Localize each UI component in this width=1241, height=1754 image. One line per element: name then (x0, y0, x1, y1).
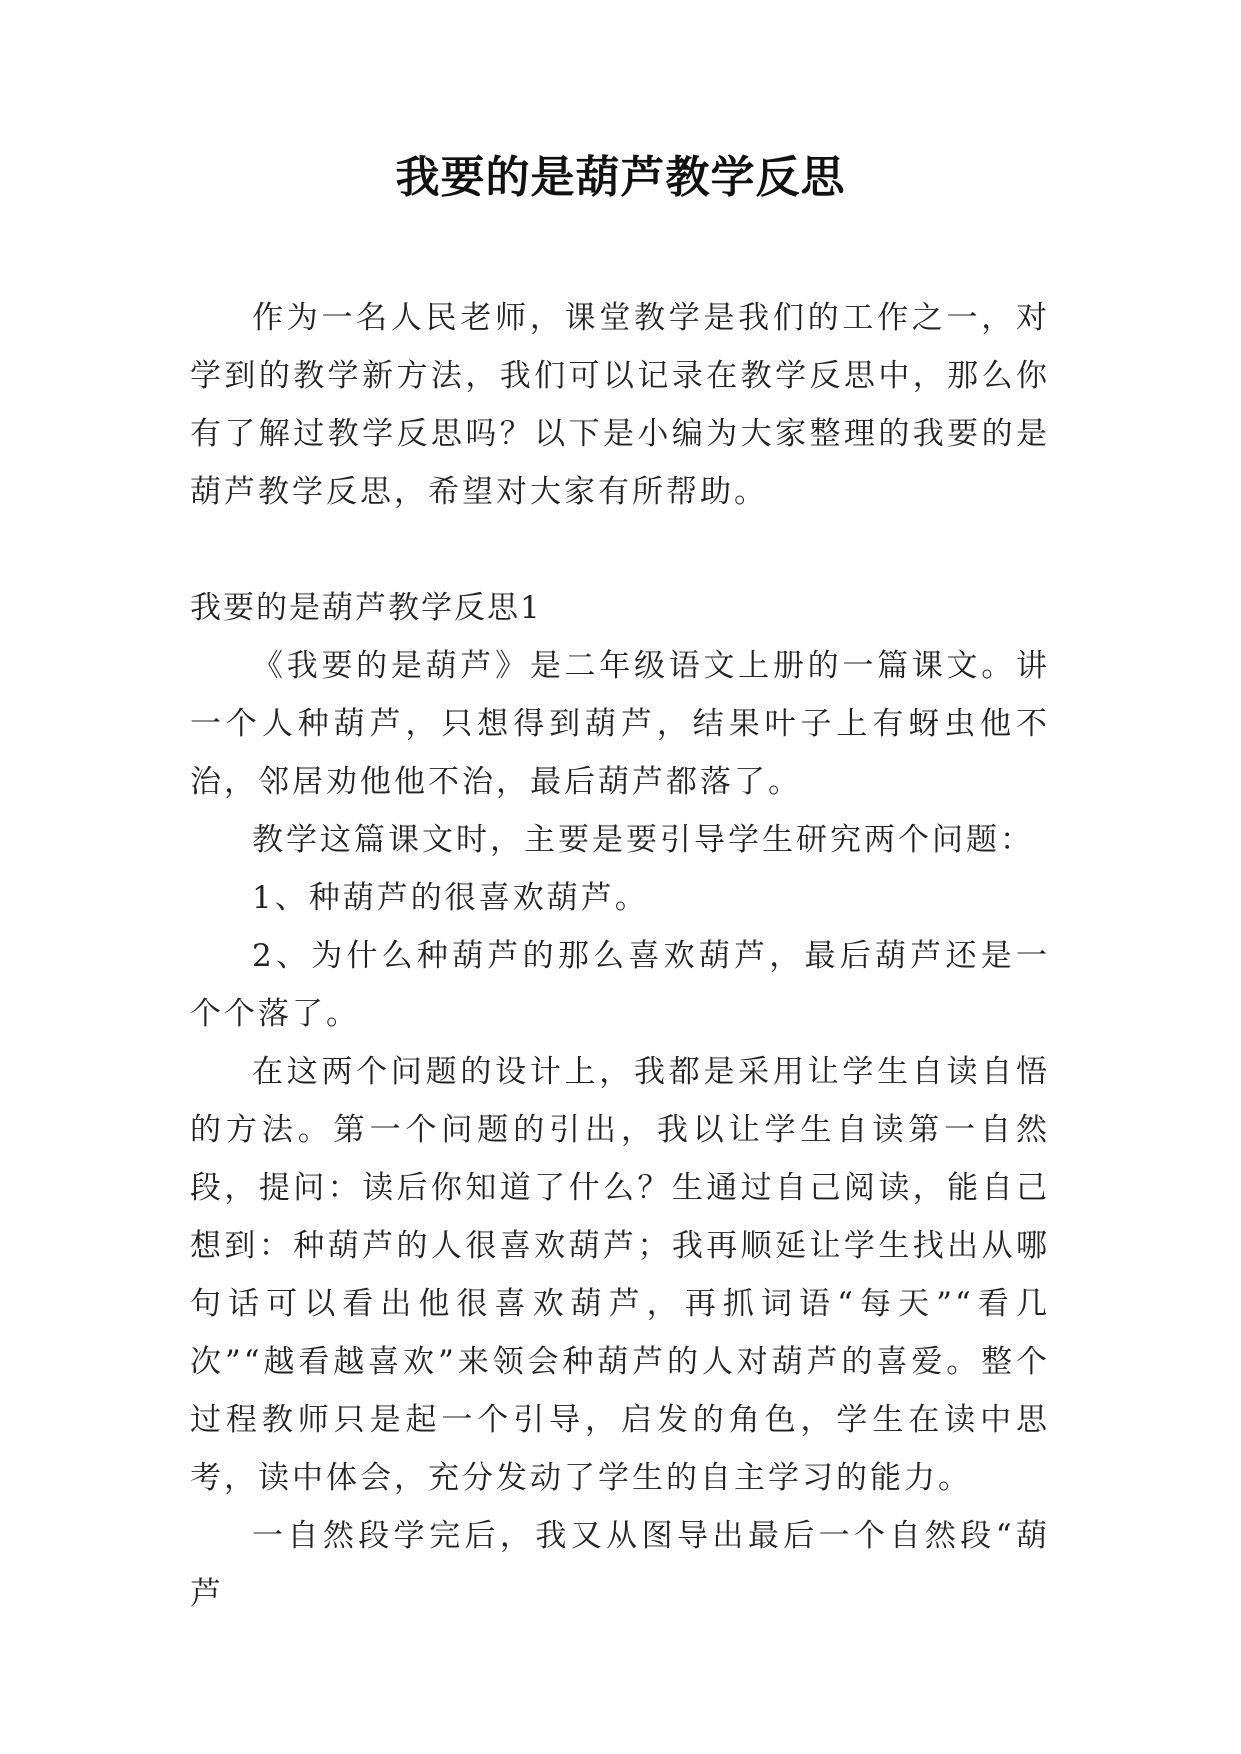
body-paragraph: 一自然段学完后，我又从图导出最后一个自然段“葫芦 (190, 1518, 1050, 1612)
document-title: 我要的是葫芦教学反思 (395, 152, 846, 203)
document-body (190, 289, 1050, 1623)
section-heading: 我要的是葫芦教学反思1 (190, 590, 542, 626)
body-paragraph: 教学这篇课文时，主要是要引导学生研究两个问题： (252, 822, 1034, 858)
list-item-2: 2、为什么种葫芦的那么喜欢葫芦，最后葫芦还是一个个落了。 (190, 938, 1050, 1032)
intro-paragraph: 作为一名人民老师，课堂教学是我们的工作之一，对学到的教学新方法，我们可以记录在教学反思中，那么你有了解过教学反思吗？以下是小编为大家整理的我要的是葫芦教学反思，希望对大家有所帮助。 (190, 300, 1050, 510)
section-spacer (190, 521, 1050, 579)
list-item-1: 1、种葫芦的很喜欢葫芦。 (252, 880, 649, 916)
body-paragraph: 《我要的是葫芦》是二年级语文上册的一篇课文。讲一个人种葫芦，只想得到葫芦，结果叶子上有蚜虫他不治，邻居劝他他不治，最后葫芦都落了。 (190, 648, 1050, 800)
body-paragraph: 在这两个问题的设计上，我都是采用让学生自读自悟的方法。第一个问题的引出，我以让学生自读第一自然段，提问：读后你知道了什么？生通过自己阅读，能自己想到：种葫芦的人很喜欢葫芦；我再顺延让学生找出从哪句话可以看出他很喜欢葫芦，再抓词语“每天”“看几次”“越看越喜欢”来领会种葫芦的人对葫芦的喜爱。整个过程教师只是起一个引导，启发的角色，学生在读中思考，读中体会，充分发动了学生的自主学习的能力。 (190, 1054, 1050, 1496)
